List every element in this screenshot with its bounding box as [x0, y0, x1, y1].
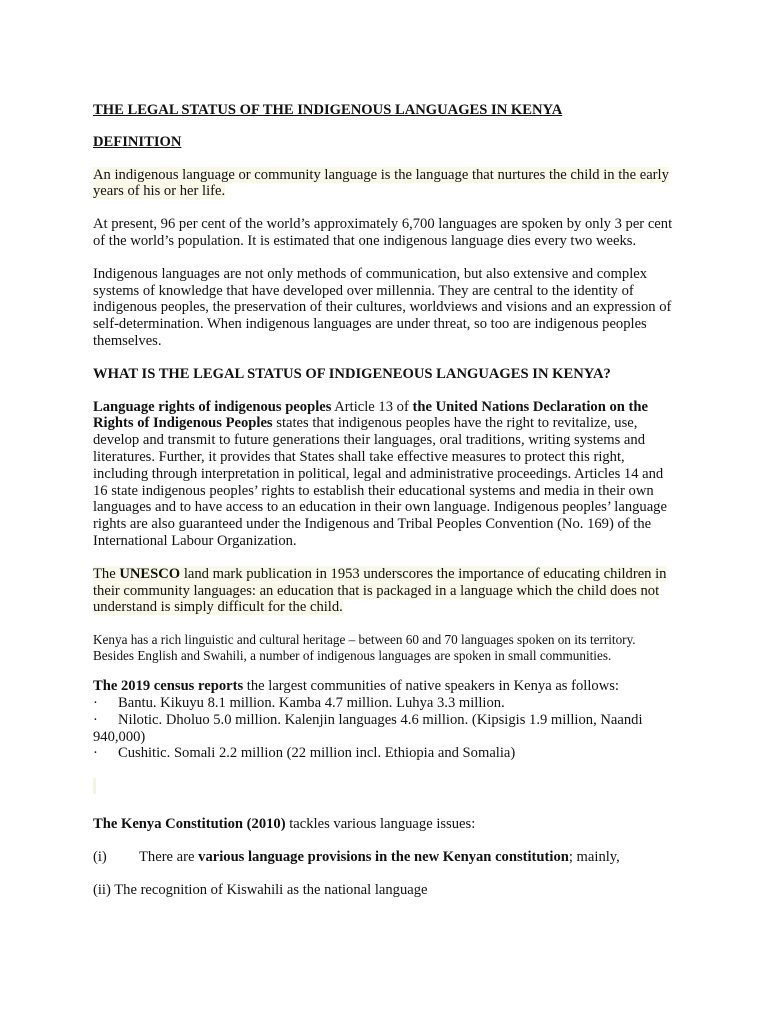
- bold-text: various language provisions in the new Kenyan constitution: [198, 848, 569, 865]
- text-run: There are: [139, 848, 199, 865]
- census-intro: [93, 678, 678, 695]
- list-item-text: The recognition of Kiswahili as the national language: [114, 881, 428, 898]
- empty-highlight-mark: [93, 762, 678, 799]
- census-block: [93, 678, 678, 762]
- paragraph-statistics: At present, 96 per cent of the world’s approximately 6,700 languages are spoken by only 3 per cent of the world’s population. It is estimated that one indigenous language dies every two weeks.: [93, 216, 673, 249]
- heritage-line: Besides English and Swahili, a number of indigenous languages are spoken in small communities.: [93, 648, 612, 664]
- paragraph-knowledge: Indigenous languages are not only methods of communication, but also extensive and complex systems of knowledge that have developed over millennia. They are central to the identity of indigenous peoples, the preservation of their cultures, worldviews and visions and an expression of self-determination. When indigenous languages are under threat, so too are indigenous peoples themselves.: [93, 265, 672, 349]
- bold-text: the United Nations Declaration on the Rights of Indigenous Peoples: [93, 398, 649, 432]
- bold-text: The 2019 census reports: [93, 678, 244, 695]
- text-run: states that indigenous peoples have the right to revitalize, use, develop and transmit to future generations their languages, oral traditions, writing systems and literatures. Further, it provides that States shall take effective measures to protect this right, including through interpretation in political, legal and administrative proceedings. Articles 14 and 16 state indigenous peoples’ rights to establish their educational systems and media in their own languages and to have access to an education in their own language. Indigenous peoples’ language rights are also guaranteed under the Indigenous and Tribal Peoples Convention (No. 169) of the International Labour Organization.: [93, 415, 667, 549]
- bullet-icon: ·: [93, 694, 98, 711]
- text-run: ; mainly,: [568, 848, 620, 865]
- list-item-i: [93, 849, 678, 866]
- highlighted-text: An indigenous language or community language is the language that nurtures the child in the early years of his or her life.: [93, 166, 669, 200]
- list-label: (i): [93, 848, 107, 865]
- document-title: THE LEGAL STATUS OF THE INDIGENOUS LANGUAGES IN KENYA: [93, 102, 563, 118]
- list-item: [93, 745, 678, 762]
- document-page: [93, 96, 678, 898]
- census-list: [93, 695, 678, 762]
- bullet-icon: ·: [93, 711, 98, 728]
- bold-text: The Kenya Constitution (2010): [93, 815, 286, 832]
- heritage-line: Kenya has a rich linguistic and cultural heritage – between 60 and 70 languages spoken on its territory.: [93, 632, 636, 648]
- list-item-text: Cushitic. Somali 2.2 million (22 million incl. Ethiopia and Somalia): [118, 745, 516, 762]
- bullet-icon: ·: [93, 745, 98, 762]
- paragraph-heritage: [93, 632, 678, 664]
- list-label: (ii): [93, 881, 111, 898]
- list-item: [93, 712, 678, 746]
- highlight-mark: [93, 778, 96, 794]
- paragraph-definition: [93, 167, 678, 201]
- list-item-text: Nilotic. Dholuo 5.0 million. Kalenjin languages 4.6 million. (Kipsigis 1.9 million, Naandi 940,000): [93, 711, 643, 745]
- list-item: [93, 695, 678, 712]
- definition-heading: DEFINITION: [93, 133, 182, 150]
- text-run: land mark publication in 1953 underscores the importance of educating children in their community languages: an education that is packaged in a language which the child does not understand is simply difficult for the child.: [93, 565, 667, 616]
- question-heading: WHAT IS THE LEGAL STATUS OF INDIGENEOUS LANGUAGES IN KENYA?: [93, 365, 611, 382]
- list-item-ii: [93, 882, 678, 899]
- paragraph-unesco: [93, 566, 678, 616]
- text-run: tackles various language issues:: [285, 815, 476, 832]
- list-item-text: [139, 849, 620, 866]
- text-run: the largest communities of native speakers in Kenya as follows:: [243, 678, 619, 695]
- highlighted-text: [93, 566, 666, 616]
- paragraph-language-rights: [93, 399, 678, 550]
- list-item-text: Bantu. Kikuyu 8.1 million. Kamba 4.7 million. Luhya 3.3 million.: [118, 694, 505, 711]
- bold-text: Language rights of indigenous peoples: [93, 398, 332, 415]
- text-run: Article 13 of: [331, 398, 413, 415]
- paragraph-constitution: [93, 816, 678, 833]
- text-run: The: [93, 565, 120, 582]
- bold-text: UNESCO: [119, 565, 181, 582]
